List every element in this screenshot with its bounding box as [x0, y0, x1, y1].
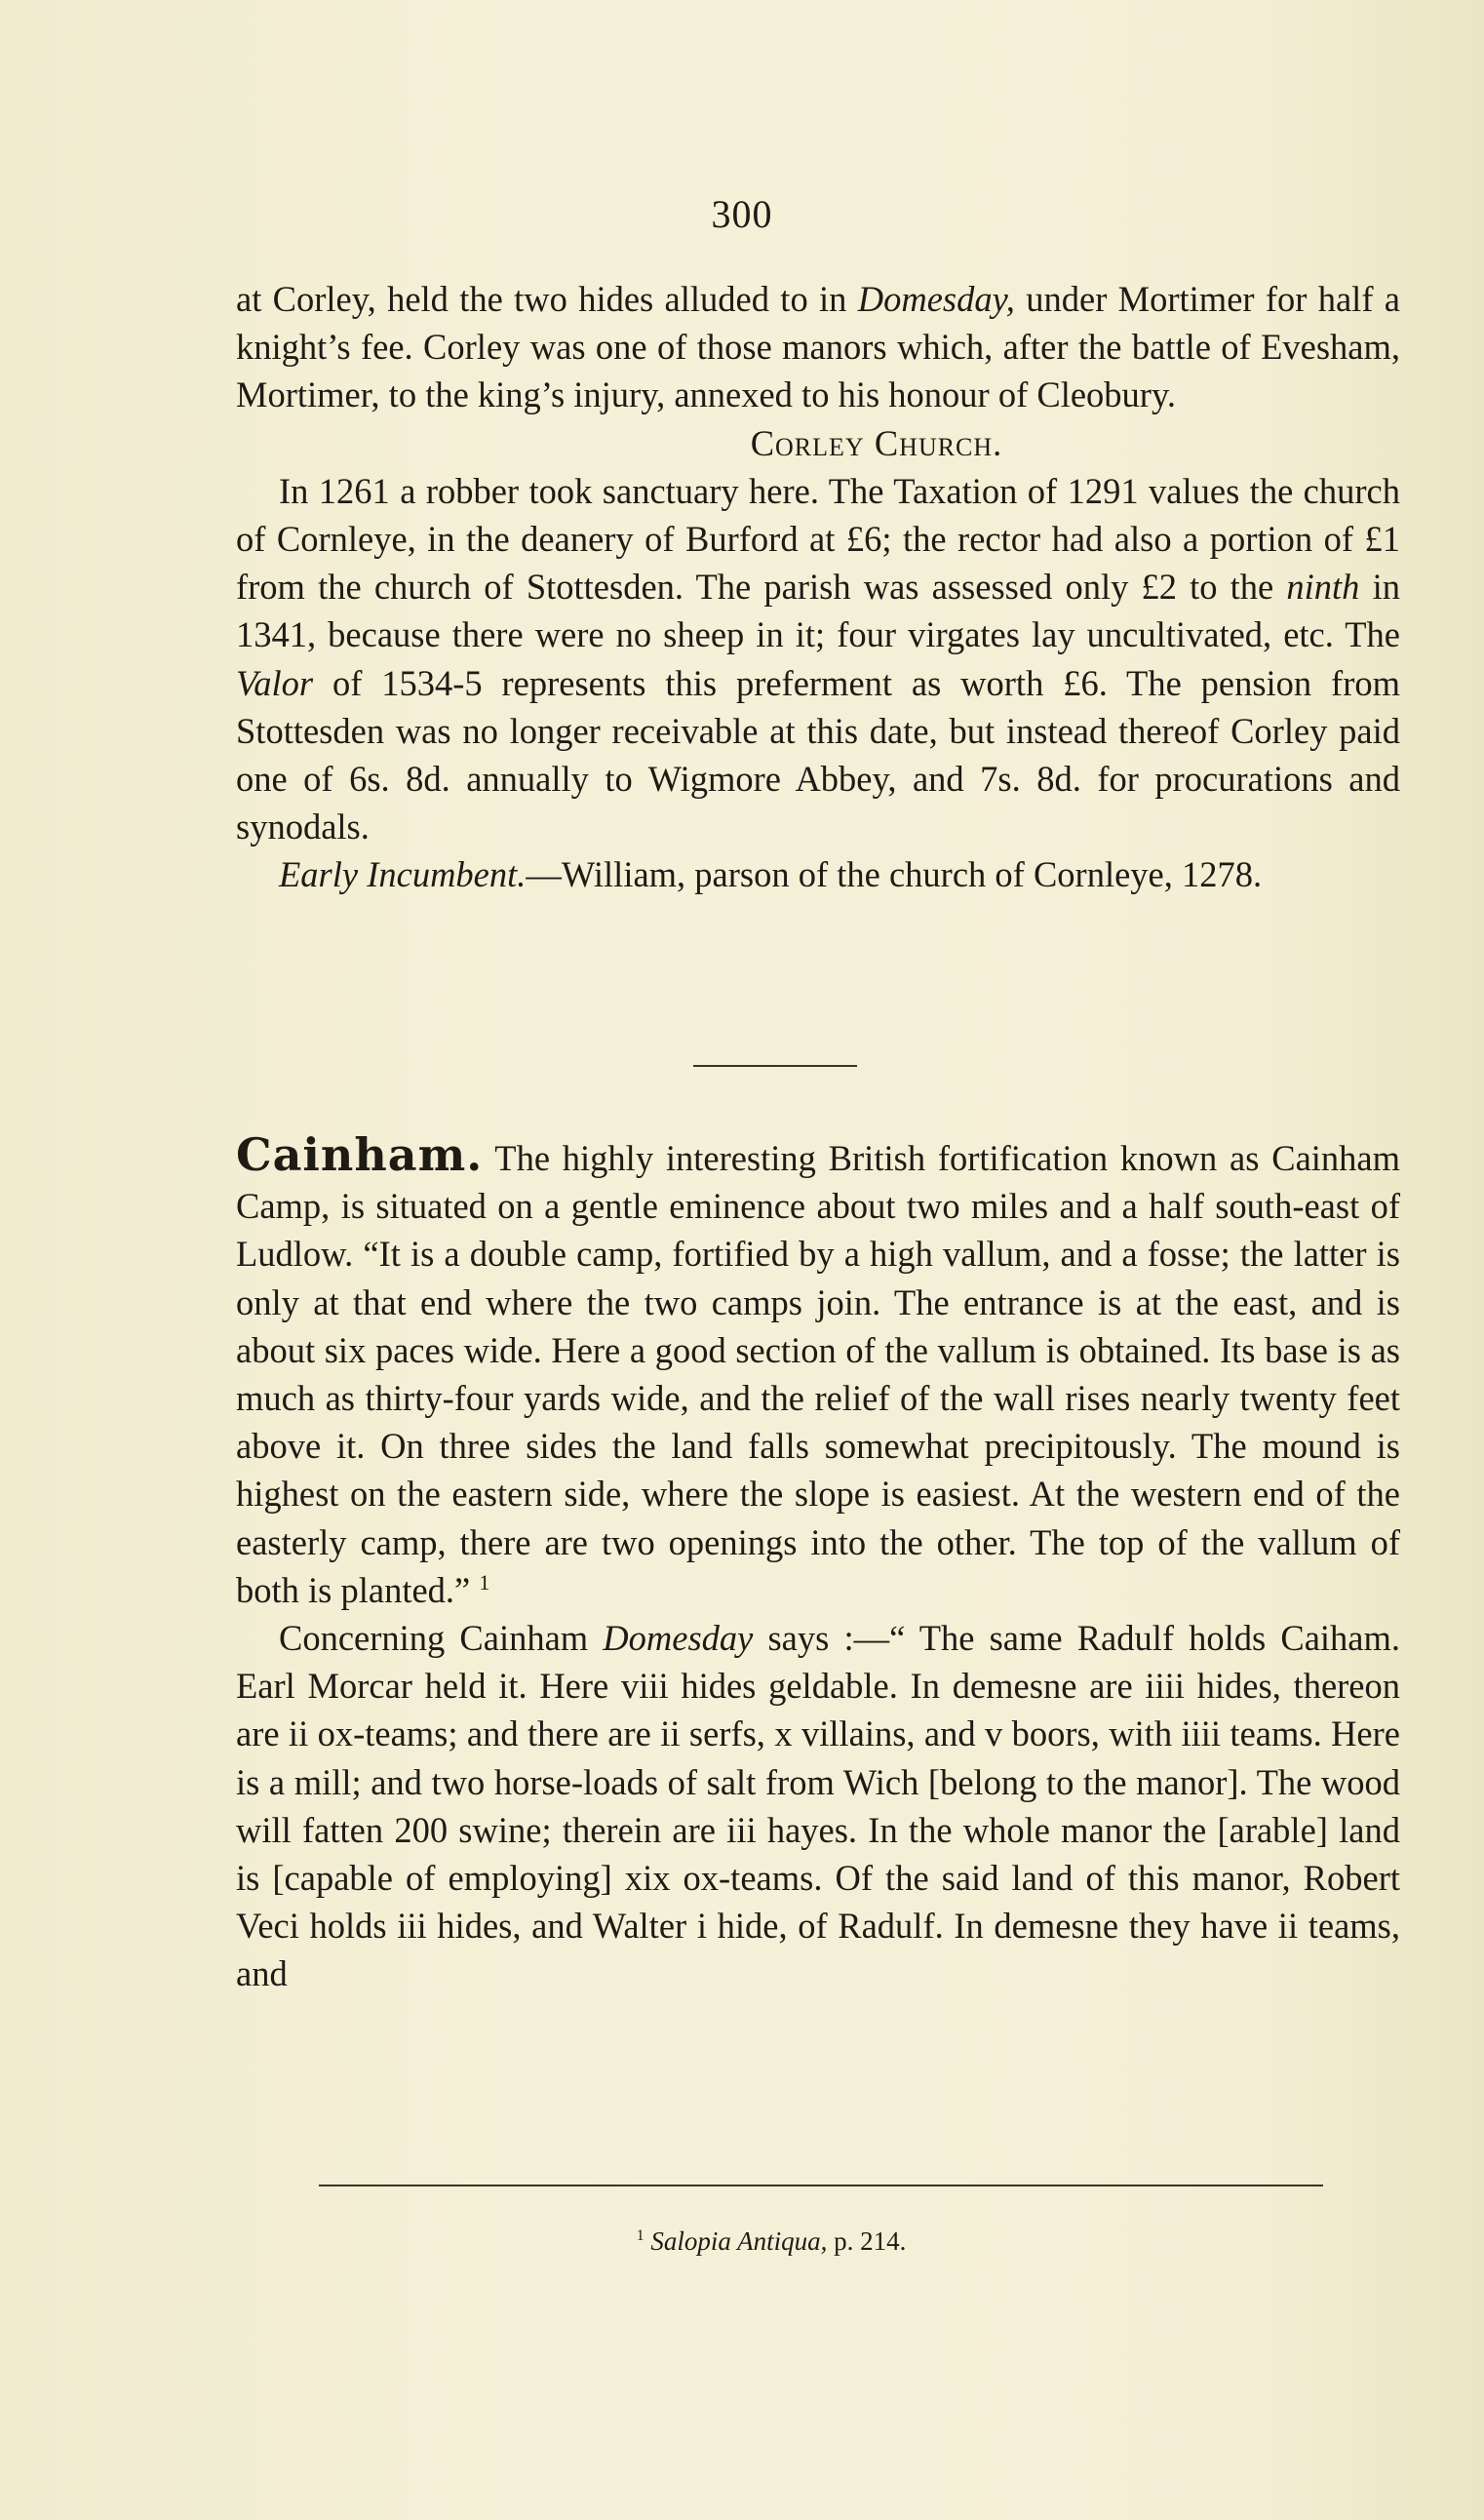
corley-church-paragraph	[236, 467, 1400, 851]
church-text-a: In 1261 a robber took sanctuary here. The Taxation of 1291 values the church of Cornleye, in the deanery of Burford at £6; the rector had also a portion of £1 from the church of Stottesden. The parish was assessed only £2 to the	[236, 470, 1400, 608]
cainham-paragraph-2	[236, 1614, 1400, 1998]
church-text-c: of 1534-5 represents this preferment as worth £6. The pension from Stottesden was no longer receivable at this date, but instead thereof Corley paid one of 6s. 8d. annually to Wigmore Abbey, and 7s. 8d. for procurations and synodals.	[236, 662, 1400, 847]
cainham-section	[236, 1128, 1401, 1998]
ninth-italic: ninth	[1286, 567, 1360, 608]
valor-italic: Valor	[236, 662, 314, 703]
early-incumbent-text: —William, parson of the church of Cornleye, 1278.	[526, 854, 1263, 895]
corley-church-heading: Corley Church.	[750, 422, 1003, 463]
domesday-text-b: says :—“ The same Radulf holds Caiham. Earl Morcar held it. Here viii hides geldable. In demesne are iiii hides, thereon are ii ox-teams; and there are ii serfs, x villains, and v boors, with iiii teams. Here is a mill; and two horse-loads of salt from Wich [belong to the manor]. The wood will fatten 200 swine; therein are iii hayes. In the whole manor the [arable] land is [capable of employing] xix ox-teams. Of the said land of this manor, Robert Veci holds iii hides, and Walter i hide, of Radulf. In demesne they have ii teams, and	[236, 1618, 1401, 1994]
corley-section	[236, 275, 1400, 899]
page-number: 300	[711, 192, 773, 236]
domesday-text-a: Concerning Cainham	[279, 1618, 604, 1659]
corley-opening-text: at Corley, held the two hides alluded to in	[236, 279, 858, 319]
footnote-source: Salopia Antiqua,	[650, 2226, 828, 2256]
early-incumbent-label: Early Incumbent.	[279, 854, 527, 895]
section-divider	[693, 1065, 857, 1067]
church-text-b: in 1341, because there were no sheep in it; four virgates lay uncultivated, etc. The	[236, 567, 1400, 655]
cainham-camp-text: The highly interesting British fortification known as Cainham Camp, is situated on a gentle eminence about two miles and a half south-east of Ludlow. “It is a double camp, fortified by a high vallum, and a fosse; the latter is only at that end where the two camps join. The entrance is at the east, and is about six paces wide. Here a good section of the vallum is obtained. Its base is as much as thirty-four yards wide, and the relief of the wall rises nearly twenty feet above it. On three sides the land falls somewhat precipitously. The mound is highest on the eastern side, where the slope is easiest. At the western end of the easterly camp, there are two openings into the other. The top of the vallum of both is planted.”	[236, 1138, 1400, 1610]
footnote	[0, 2226, 1484, 2257]
cainham-paragraph-1	[236, 1128, 1400, 1614]
early-incumbent-paragraph	[236, 850, 1400, 898]
corley-opening-rest: under Mortimer for half a knight’s fee. Corley was one of those manors which, after the battle of Evesham, Mortimer, to the king’s injury, annexed to his honour of Cleobury.	[236, 279, 1400, 415]
footnote-mark: 1	[636, 2226, 644, 2244]
corley-paragraph	[236, 275, 1400, 419]
domesday-italic-2: Domesday	[603, 1618, 754, 1659]
footnote-page-ref: p. 214.	[827, 2226, 907, 2256]
domesday-italic: Domesday,	[857, 279, 1015, 319]
footnote-reference: 1	[479, 1569, 490, 1595]
footnote-rule	[319, 2185, 1323, 2186]
cainham-section-title: Cainham.	[236, 1128, 484, 1181]
